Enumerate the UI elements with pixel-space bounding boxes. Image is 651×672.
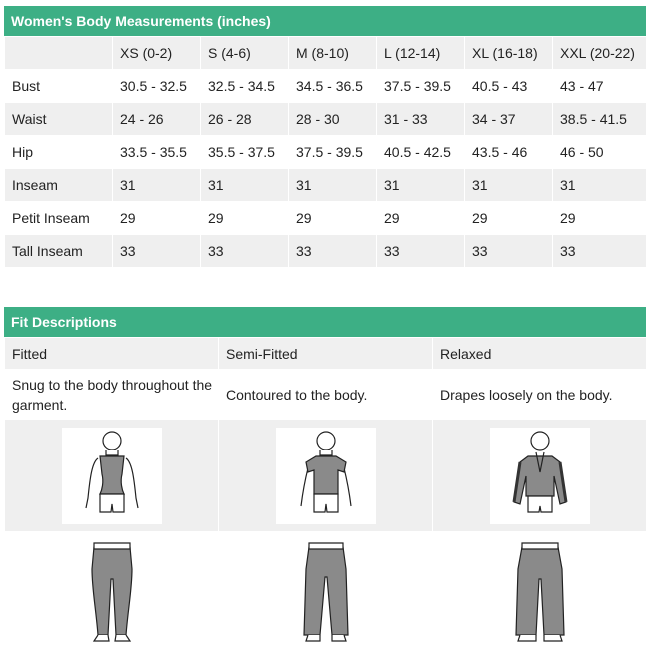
row-label: Waist <box>5 103 113 136</box>
table-cell: 29 <box>201 202 289 235</box>
fit-desc-fitted: Snug to the body throughout the garment. <box>5 370 219 420</box>
table-cell: 33 <box>201 235 289 268</box>
table-cell: 35.5 - 37.5 <box>201 136 289 169</box>
table-cell: 31 <box>465 169 553 202</box>
table-cell: 38.5 - 41.5 <box>553 103 647 136</box>
relaxed-pants-illustration <box>510 539 570 643</box>
row-label: Inseam <box>5 169 113 202</box>
table-cell: 40.5 - 43 <box>465 70 553 103</box>
semi-fitted-pants-illustration <box>296 539 356 643</box>
table-cell: 29 <box>289 202 377 235</box>
table-cell: 29 <box>465 202 553 235</box>
table-cell: 40.5 - 42.5 <box>377 136 465 169</box>
table-row <box>5 202 647 235</box>
fit-desc-relaxed: Drapes loosely on the body. <box>433 370 647 420</box>
table-row <box>5 235 647 268</box>
table-row <box>5 169 647 202</box>
table-cell: 31 <box>289 169 377 202</box>
table-cell: 30.5 - 32.5 <box>113 70 201 103</box>
fit-type-relaxed: Relaxed <box>433 338 647 370</box>
table-cell: 46 - 50 <box>553 136 647 169</box>
table-cell: 31 - 33 <box>377 103 465 136</box>
table-cell: 33 <box>553 235 647 268</box>
fit-top-cell-fitted <box>5 420 219 532</box>
table-cell: 33 <box>289 235 377 268</box>
fit-table <box>4 337 647 650</box>
fit-desc-semi-fitted: Contoured to the body. <box>219 370 433 420</box>
column-header: XS (0-2) <box>113 37 201 70</box>
fit-type-fitted: Fitted <box>5 338 219 370</box>
fit-title: Fit Descriptions <box>4 307 646 337</box>
table-cell: 26 - 28 <box>201 103 289 136</box>
row-label: Petit Inseam <box>5 202 113 235</box>
fitted-top-illustration <box>62 428 162 524</box>
column-header-blank <box>5 37 113 70</box>
table-cell: 31 <box>377 169 465 202</box>
table-cell: 31 <box>553 169 647 202</box>
table-cell: 29 <box>377 202 465 235</box>
table-cell: 29 <box>553 202 647 235</box>
fitted-pants-illustration <box>82 539 142 643</box>
table-cell: 43 - 47 <box>553 70 647 103</box>
table-cell: 43.5 - 46 <box>465 136 553 169</box>
table-cell: 32.5 - 34.5 <box>201 70 289 103</box>
table-cell: 34 - 37 <box>465 103 553 136</box>
table-cell: 34.5 - 36.5 <box>289 70 377 103</box>
relaxed-top-illustration <box>490 428 590 524</box>
column-header: XXL (20-22) <box>553 37 647 70</box>
fit-pants-cell-fitted <box>5 532 219 650</box>
table-row <box>5 70 647 103</box>
table-cell: 37.5 - 39.5 <box>377 70 465 103</box>
row-label: Hip <box>5 136 113 169</box>
column-header: L (12-14) <box>377 37 465 70</box>
table-row <box>5 136 647 169</box>
measurements-title: Women's Body Measurements (inches) <box>4 6 646 36</box>
column-header: S (4-6) <box>201 37 289 70</box>
table-cell: 28 - 30 <box>289 103 377 136</box>
fit-pants-cell-relaxed <box>433 532 647 650</box>
fit-pants-cell-semi-fitted <box>219 532 433 650</box>
row-label: Tall Inseam <box>5 235 113 268</box>
table-cell: 24 - 26 <box>113 103 201 136</box>
table-cell: 29 <box>113 202 201 235</box>
table-cell: 33.5 - 35.5 <box>113 136 201 169</box>
column-header: XL (16-18) <box>465 37 553 70</box>
table-cell: 31 <box>201 169 289 202</box>
fit-top-cell-relaxed <box>433 420 647 532</box>
table-cell: 33 <box>465 235 553 268</box>
row-label: Bust <box>5 70 113 103</box>
column-header: M (8-10) <box>289 37 377 70</box>
table-cell: 33 <box>377 235 465 268</box>
fit-top-cell-semi-fitted <box>219 420 433 532</box>
measurements-table <box>4 36 647 268</box>
semi-fitted-top-illustration <box>276 428 376 524</box>
table-row <box>5 103 647 136</box>
table-cell: 33 <box>113 235 201 268</box>
table-cell: 31 <box>113 169 201 202</box>
table-cell: 37.5 - 39.5 <box>289 136 377 169</box>
fit-type-semi-fitted: Semi-Fitted <box>219 338 433 370</box>
